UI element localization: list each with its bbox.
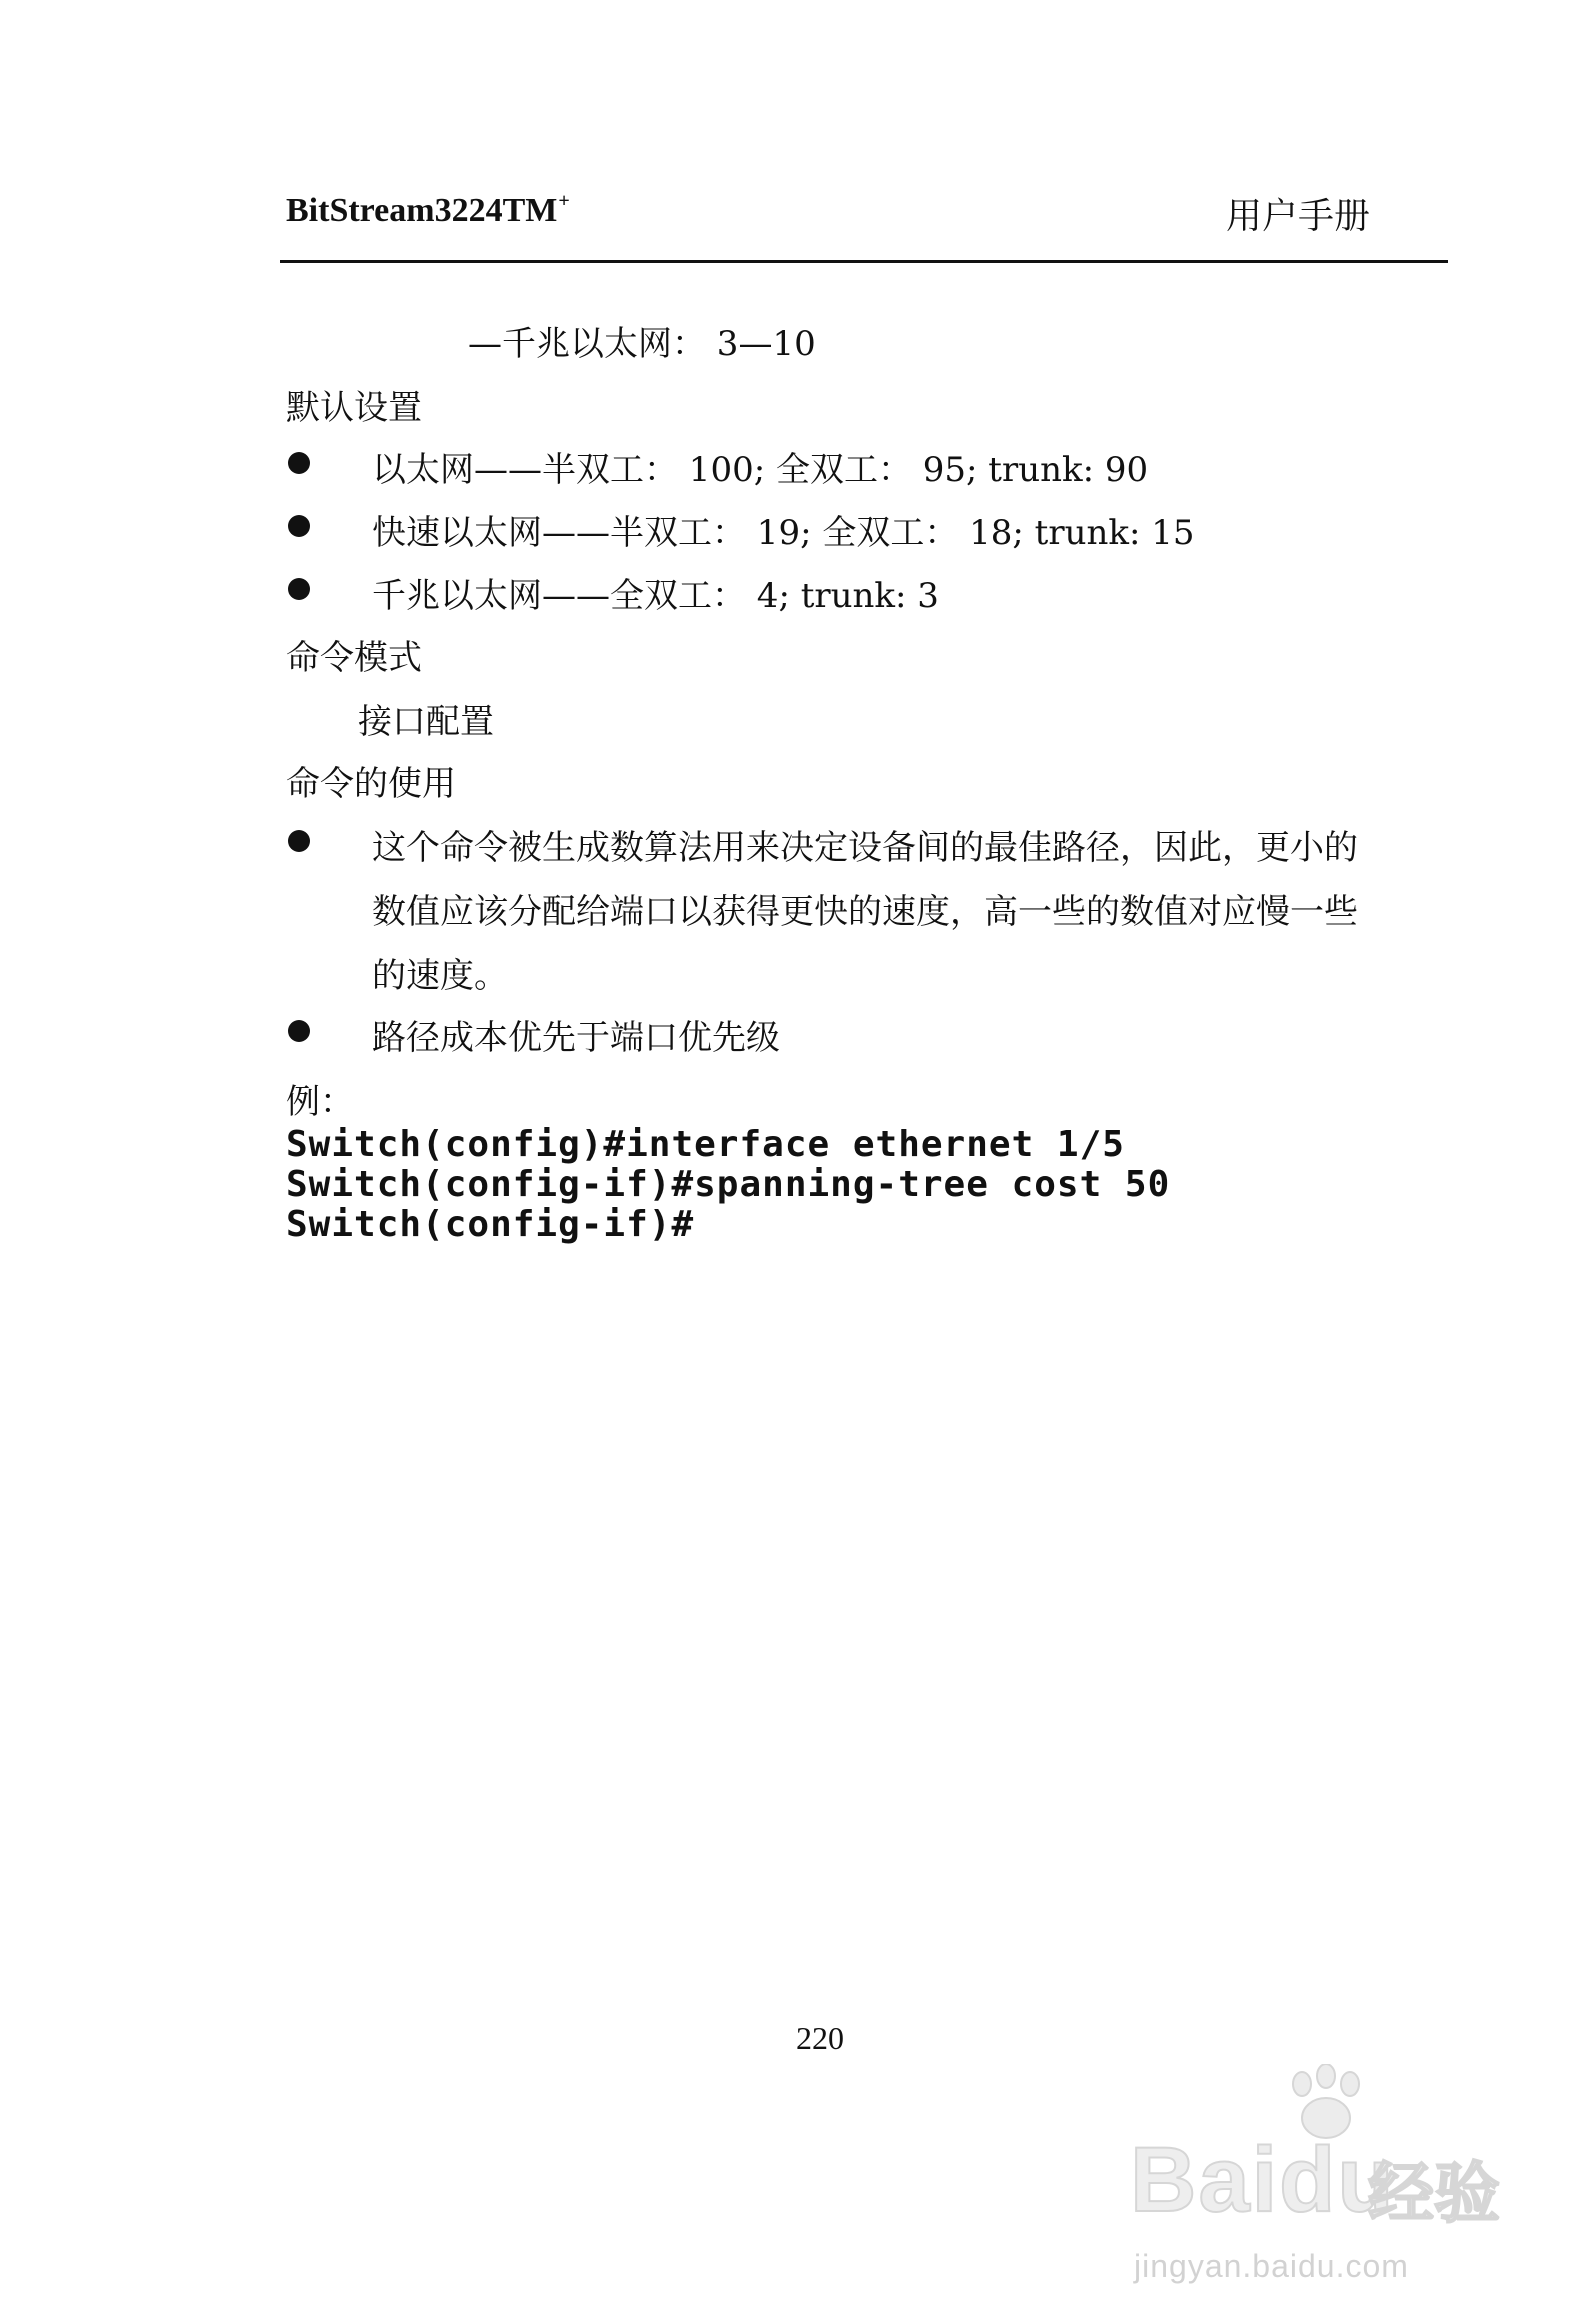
bullet-dot (288, 830, 310, 852)
page-number: 220 (796, 2020, 844, 2056)
header-divider (280, 260, 1448, 263)
default-ethernet: 以太网——半双工： 100; 全双工： 95; trunk: 90 (372, 450, 1149, 490)
title-superscript: + (558, 190, 570, 212)
watermark-url: jingyan.baidu.com (1134, 2248, 1409, 2284)
usage-line: 路径成本优先于端口优先级 (372, 1018, 780, 1058)
default-fast-ethernet: 快速以太网——半双工： 19; 全双工： 18; trunk: 15 (372, 513, 1195, 553)
bullet-dot (288, 578, 310, 600)
usage-line: 的速度。 (372, 956, 508, 996)
code-line: Switch(config)#interface ethernet 1/5 (286, 1124, 1125, 1165)
code-line: Switch(config-if)#spanning-tree cost 50 (286, 1164, 1171, 1205)
watermark-logo: Baidu (1130, 2129, 1396, 2231)
bullet-dot (288, 515, 310, 537)
command-mode-heading: 命令模式 (286, 638, 422, 678)
command-mode-value: 接口配置 (358, 702, 494, 742)
bullet-dot (288, 452, 310, 474)
default-gigabit-ethernet: 千兆以太网——全双工： 4; trunk: 3 (372, 576, 939, 616)
usage-line: 数值应该分配给端口以获得更快的速度，高一些的数值对应慢一些 (372, 892, 1358, 932)
bullet-dot (288, 1020, 310, 1042)
code-line: Switch(config-if)# (286, 1204, 695, 1245)
document-type-label: 用户手册 (1226, 196, 1371, 237)
range-line: —千兆以太网： 3—10 (468, 324, 816, 364)
example-heading: 例： (286, 1082, 354, 1122)
command-usage-heading: 命令的使用 (286, 764, 456, 804)
usage-line: 这个命令被生成数算法用来决定设备间的最佳路径，因此，更小的 (372, 828, 1358, 868)
default-settings-heading: 默认设置 (286, 388, 422, 428)
watermark-cn-label: 经验 (1368, 2155, 1500, 2232)
document-title: BitStream3224TM+ (286, 190, 570, 229)
